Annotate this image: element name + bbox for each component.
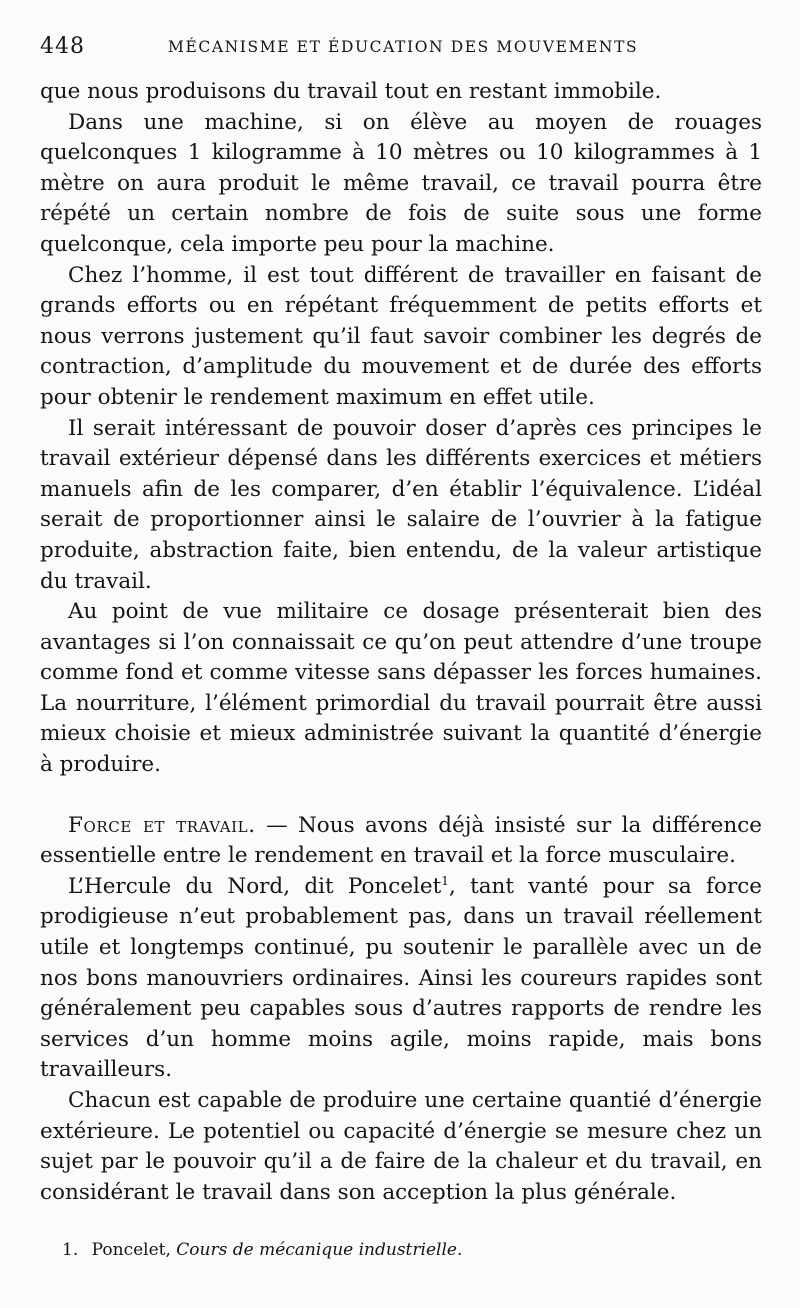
- running-title: MÉCANISME ET ÉDUCATION DES MOUVEMENTS: [168, 38, 639, 56]
- paragraph-energie: Chacun est capable de produire une certaine quantié d’énergie extérieure. Le potentiel ou capacité d’énergie se mesure chez un sujet par le pouvoir qu’il a de faire de la chaleur et du travail, en considérant le travail dans son acception la plus générale.: [40, 1088, 762, 1205]
- footnote-title: Cours de mécanique industrielle.: [176, 1240, 463, 1260]
- paragraph-machine: Dans une machine, si on élève au moyen de rouages quelconques 1 kilogramme à 10 mètres ou 10 kilogrammes à 1 mètre on aura produit le même travail, ce travail pourra être répété un certain nombre de fois de suite sous une forme quelconque, cela importe peu pour la machine.: [40, 109, 762, 257]
- paragraph-homme: Chez l’homme, il est tout différent de travailler en faisant de grands efforts ou en répétant fréquemment de petits efforts et nous verrons justement qu’il faut savoir combiner les degrés de contraction, d’amplitude du mouvement et de durée des efforts pour obtenir le rendement maximum en effet utile.: [40, 262, 762, 410]
- paragraph-militaire: Au point de vue militaire ce dosage présenterait bien des avantages si l’on connaissait ce qu’on peut attendre d’une troupe comme fond et comme vitesse sans dépasser les forces humaines. La nourriture, l’élément primordial du travail pourrait être aussi mieux choisie et mieux administrée suivant la quantité d’énergie à produire.: [40, 599, 762, 778]
- body-text: [40, 77, 762, 1208]
- section-force-et-travail: [40, 811, 762, 872]
- page-header: [40, 34, 760, 62]
- footnote-reference[interactable]: 1: [441, 873, 449, 888]
- section-heading: Force et travail.: [68, 812, 256, 838]
- paragraph-doser: Il serait intéressant de pouvoir doser d’après ces principes le travail extérieur dépensé dans les différents exercices et métiers manuels afin de les comparer, d’en établir l’équivalence. L’idéal serait de proportionner ainsi le salaire de l’ouvrier à la fatigue produite, abstraction faite, bien entendu, de la valeur artistique du travail.: [40, 415, 762, 594]
- footnote-author: Poncelet,: [91, 1240, 171, 1260]
- footnote: [62, 1240, 762, 1260]
- footnote-number: 1.: [62, 1240, 79, 1260]
- hercule-text-start: L’Hercule du Nord, dit Poncelet: [68, 873, 442, 899]
- hercule-text-end: , tant vanté pour sa force prodigieuse n’eut probablement pas, dans un travail réellement utile et longtemps continué, pu soutenir le parallèle avec un de nos bons manouvriers ordinaires. Ainsi les coureurs rapides sont généralement peu capables sous d’autres rapports de rendre les services d’un homme moins agile, moins rapide, mais bons travailleurs.: [40, 873, 762, 1083]
- paragraph-continuation: que nous produisons du travail tout en restant immobile.: [40, 79, 662, 104]
- page-number: 448: [40, 34, 85, 59]
- section-intro-text: — Nous avons déjà insisté sur la différence essentielle entre le rendement en travail et la force musculaire.: [40, 812, 762, 869]
- paragraph-hercule: [40, 872, 762, 1086]
